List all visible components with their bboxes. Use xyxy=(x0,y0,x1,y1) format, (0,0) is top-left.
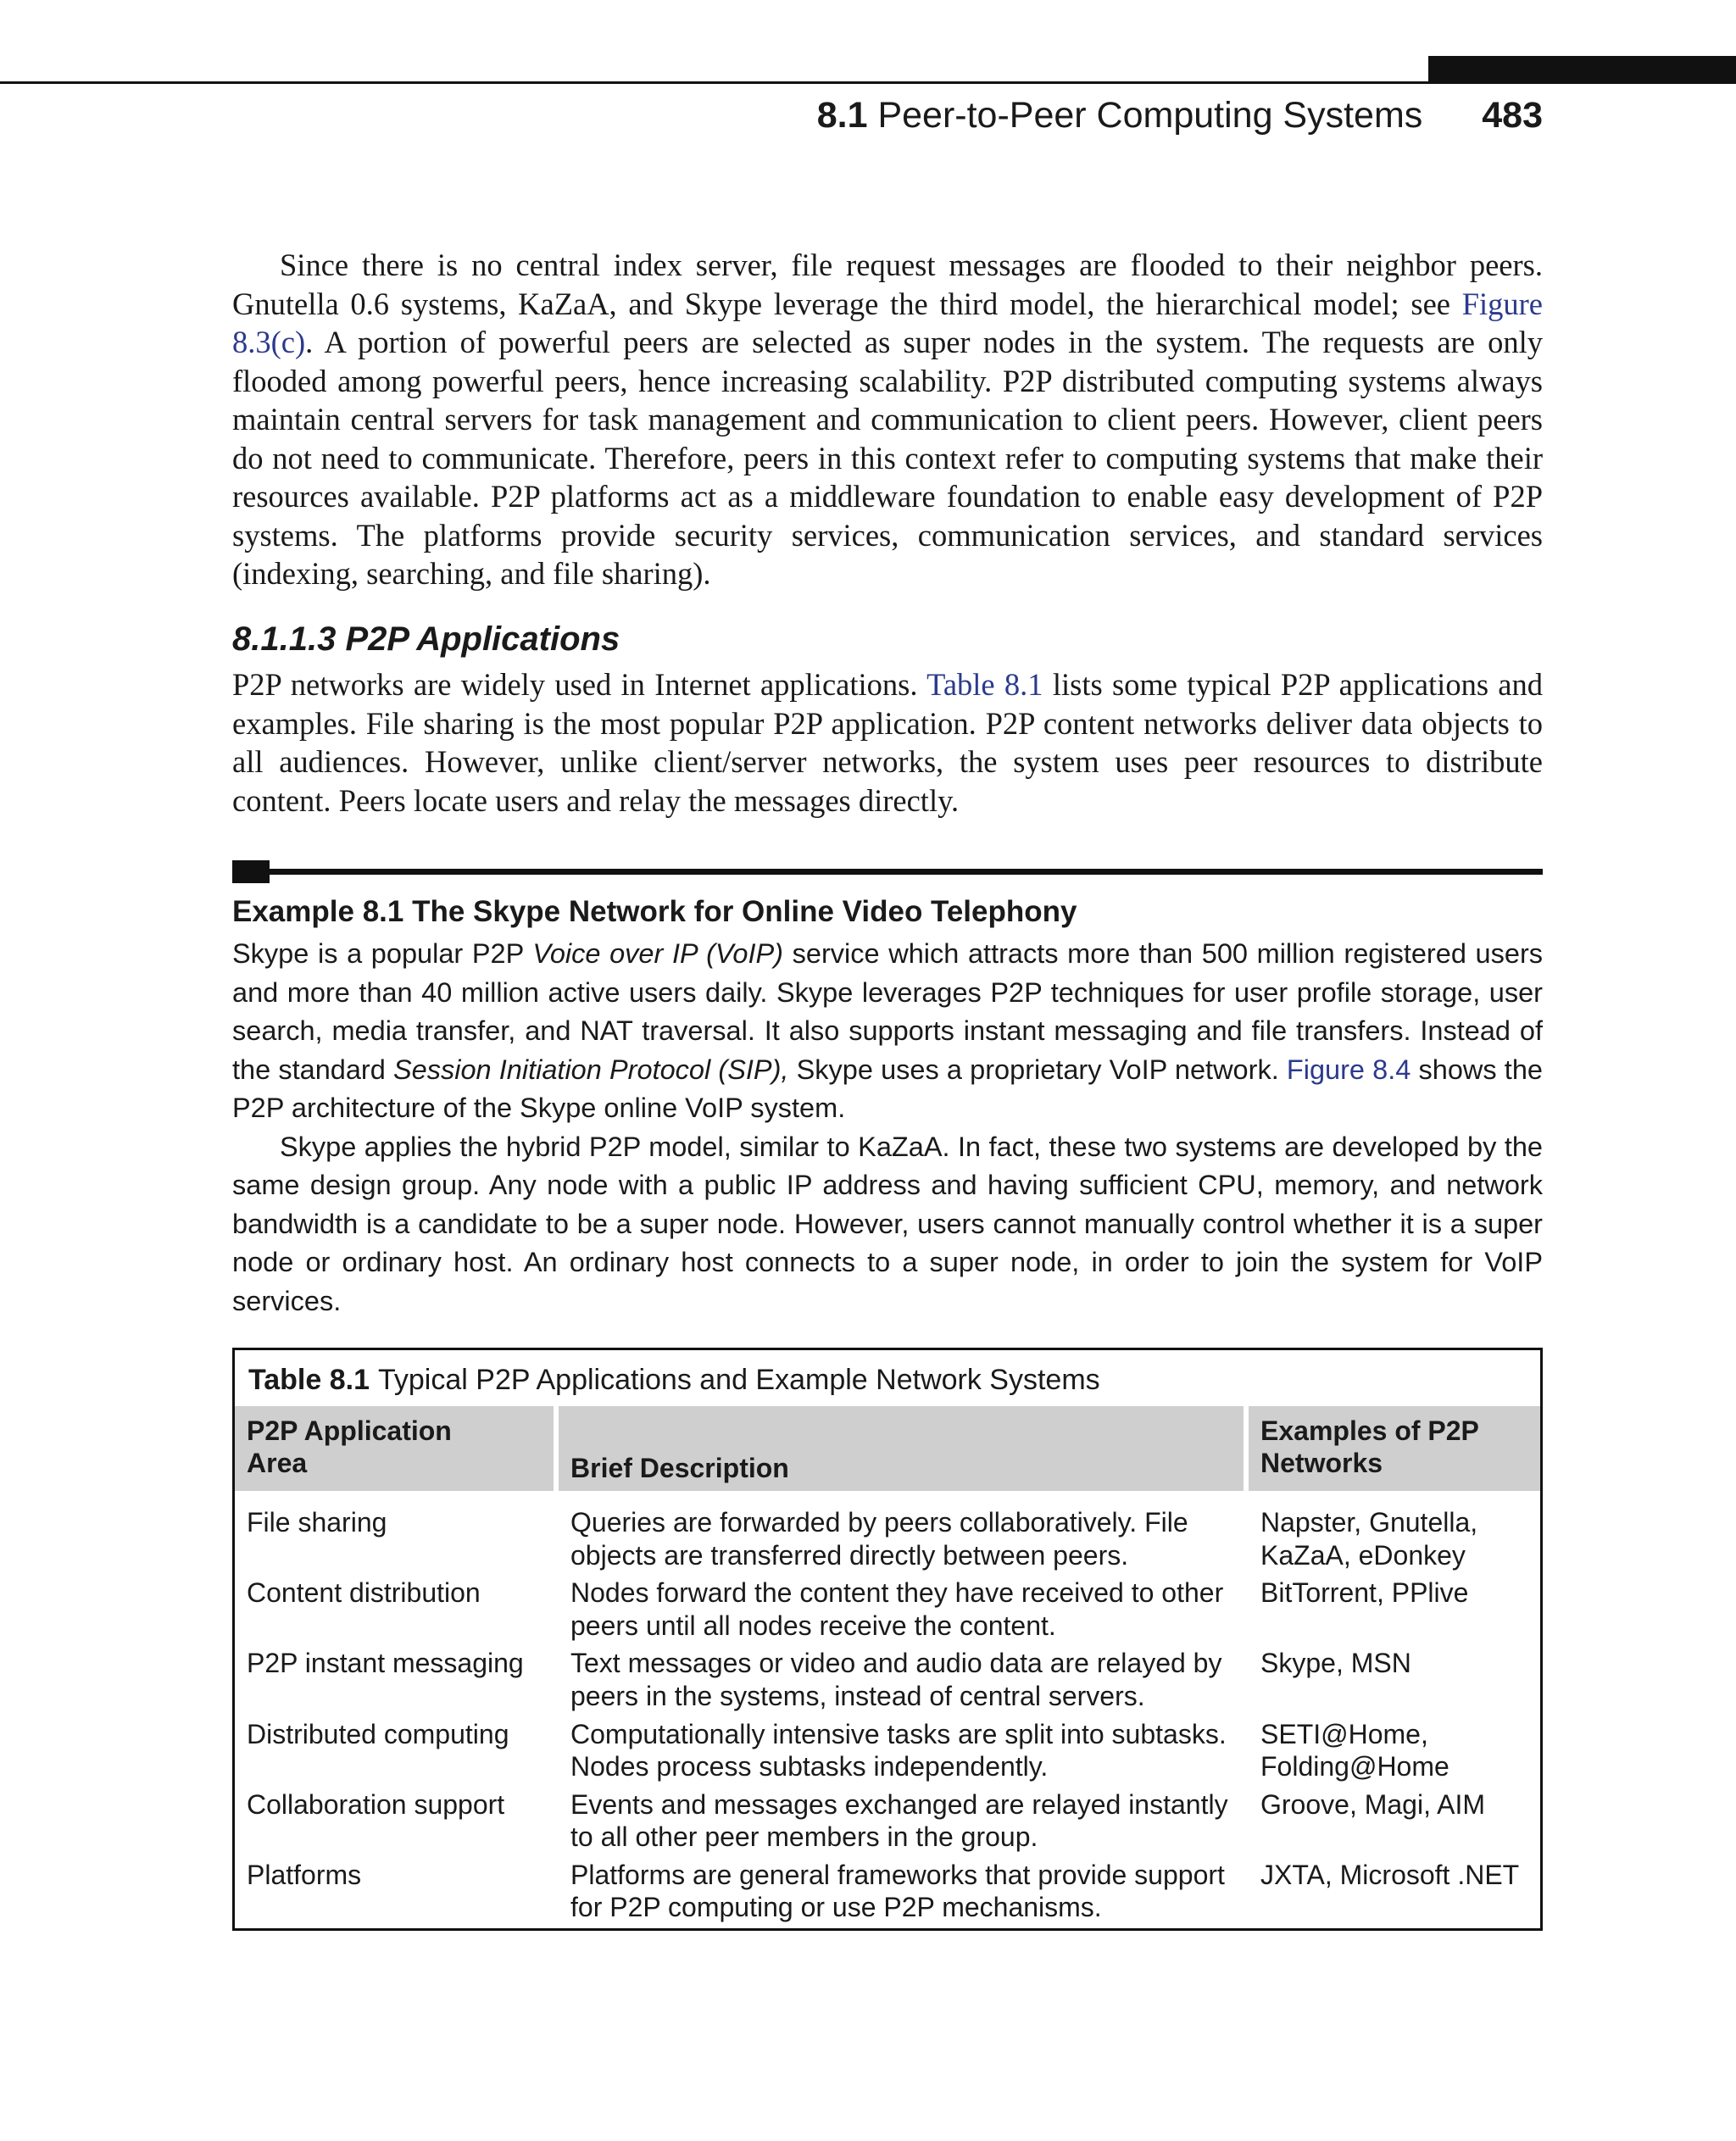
table-row xyxy=(235,1718,1540,1788)
header-examples-line1: Examples of P2P xyxy=(1260,1415,1479,1446)
cell-description: Text messages or video and audio data are relayed by peers in the systems, instead of central servers. xyxy=(570,1648,1222,1711)
table-header-row xyxy=(235,1406,1540,1491)
cell-area: File sharing xyxy=(247,1507,387,1538)
intro-text-2: . A portion of powerful peers are selected as super nodes in the system. The requests are only flooded among powerful peers, hence increasing scalability. P2P distributed computing systems always maintain central servers for task management and communication to client peers. However, client peers do not need to communicate. Therefore, peers in this context refer to computing systems that make their resources available. P2P platforms act as a middleware foundation to enable easy development of P2P systems. The platforms provide security services, communication services, and standard services (indexing, searching, and file sharing). xyxy=(232,325,1543,591)
subsection-paragraph xyxy=(232,665,1543,820)
example-paragraph-2: Skype applies the hybrid P2P model, similar to KaZaA. In fact, these two systems are developed by the same design group. Any node with a public IP address and having sufficient CPU, memory, and network bandwidth is a candidate to be a super node. However, users cannot manually control whether it is a super node or ordinary host. An ordinary host connects to a super node, in order to join the system for VoIP services. xyxy=(232,1131,1543,1316)
cell-description: Platforms are general frameworks that provide support for P2P computing or use P2P mechanisms. xyxy=(570,1859,1225,1923)
table-row xyxy=(235,1647,1540,1717)
example-paragraph-1 xyxy=(232,935,1543,1128)
table-body xyxy=(235,1506,1540,1929)
table-caption xyxy=(248,1364,1100,1397)
subsection-paragraph-block xyxy=(232,665,1543,820)
cell-examples: JXTA, Microsoft .NET xyxy=(1260,1859,1520,1890)
example-text-b: service which attracts more than 500 million registered users and more than 40 million active users daily. Skype leverages P2P techniques for user profile storage, user search, media transfer, and NAT traversal. It also supports instant messaging and file transfers. Instead of the standard xyxy=(232,938,1544,1085)
subsection-heading: 8.1.1.3 P2P Applications xyxy=(232,620,620,658)
header-tab-block xyxy=(1428,56,1736,84)
figure-8-4-link[interactable]: Figure 8.4 xyxy=(1286,1054,1411,1085)
cell-description: Nodes forward the content they have received to other peers until all nodes receive the content. xyxy=(570,1577,1224,1641)
intro-paragraph-block xyxy=(232,246,1543,593)
example-body xyxy=(232,935,1543,1321)
cell-examples: Napster, Gnutella, KaZaA, eDonkey xyxy=(1260,1507,1478,1571)
cell-description: Computationally intensive tasks are split into subtasks. Nodes process subtasks independently. xyxy=(570,1718,1227,1782)
header-area-line2: Area xyxy=(247,1448,308,1478)
header-area xyxy=(235,1406,554,1491)
table-row xyxy=(235,1577,1540,1647)
cell-area: Platforms xyxy=(247,1859,362,1890)
example-text-c: Skype uses a proprietary VoIP network. xyxy=(788,1054,1287,1085)
header-rule xyxy=(0,81,1428,84)
running-head xyxy=(817,95,1543,136)
table-row xyxy=(235,1859,1540,1929)
example-title: Example 8.1 The Skype Network for Online Video Telephony xyxy=(232,895,1077,928)
cell-examples: BitTorrent, PPlive xyxy=(1260,1577,1469,1609)
table-8-1-link[interactable]: Table 8.1 xyxy=(926,667,1043,702)
cell-examples: Groove, Magi, AIM xyxy=(1260,1788,1485,1820)
table-row xyxy=(235,1788,1540,1859)
cell-examples: Skype, MSN xyxy=(1260,1648,1411,1679)
cell-area: Distributed computing xyxy=(247,1718,509,1749)
section-title: Peer-to-Peer Computing Systems xyxy=(877,95,1423,136)
voip-term: Voice over IP (VoIP) xyxy=(532,938,784,969)
header-examples xyxy=(1249,1406,1540,1491)
subsection-text-1: P2P networks are widely used in Internet applications. xyxy=(232,667,927,702)
table-8-1 xyxy=(232,1348,1543,1931)
table-number: Table 8.1 xyxy=(248,1364,370,1396)
cell-description: Queries are forwarded by peers collaboratively. File objects are transferred directly between peers. xyxy=(570,1507,1188,1571)
section-number: 8.1 xyxy=(816,95,868,136)
example-text-d: shows the P2P architecture of the Skype online VoIP system. xyxy=(232,1054,1543,1123)
intro-paragraph xyxy=(232,246,1543,593)
cell-area: Collaboration support xyxy=(247,1788,505,1820)
header-examples-line2: Networks xyxy=(1260,1448,1383,1478)
example-rule xyxy=(232,869,1543,875)
cell-examples: SETI@Home, Folding@Home xyxy=(1260,1718,1449,1782)
figure-8-3c-link[interactable]: Figure 8.3(c) xyxy=(232,286,1543,359)
cell-area: P2P instant messaging xyxy=(247,1648,524,1679)
sip-term: Session Initiation Protocol (SIP), xyxy=(392,1054,789,1085)
header-description xyxy=(559,1406,1244,1491)
header-area-line1: P2P Application xyxy=(247,1415,452,1446)
table-caption-text: Typical P2P Applications and Example Network Systems xyxy=(378,1364,1100,1396)
intro-text-1: Since there is no central index server, file request messages are flooded to their neighbor peers. Gnutella 0.6 systems, KaZaA, and Skype leverage the third model, the hierarchical model; see xyxy=(232,247,1543,321)
example-marker xyxy=(232,860,270,883)
example-text-a: Skype is a popular P2P xyxy=(232,938,533,969)
header-description-text: Brief Description xyxy=(570,1453,789,1483)
cell-description: Events and messages exchanged are relayed instantly to all other peer members in the group. xyxy=(570,1788,1228,1853)
page-number: 483 xyxy=(1482,95,1543,136)
table-row xyxy=(235,1506,1540,1577)
subsection-text-2: lists some typical P2P applications and examples. File sharing is the most popular P2P application. P2P content networks deliver data objects to all audiences. However, unlike client/server networks, the system uses peer resources to distribute content. Peers locate users and relay the messages directly. xyxy=(232,667,1544,818)
cell-area: Content distribution xyxy=(247,1577,481,1609)
